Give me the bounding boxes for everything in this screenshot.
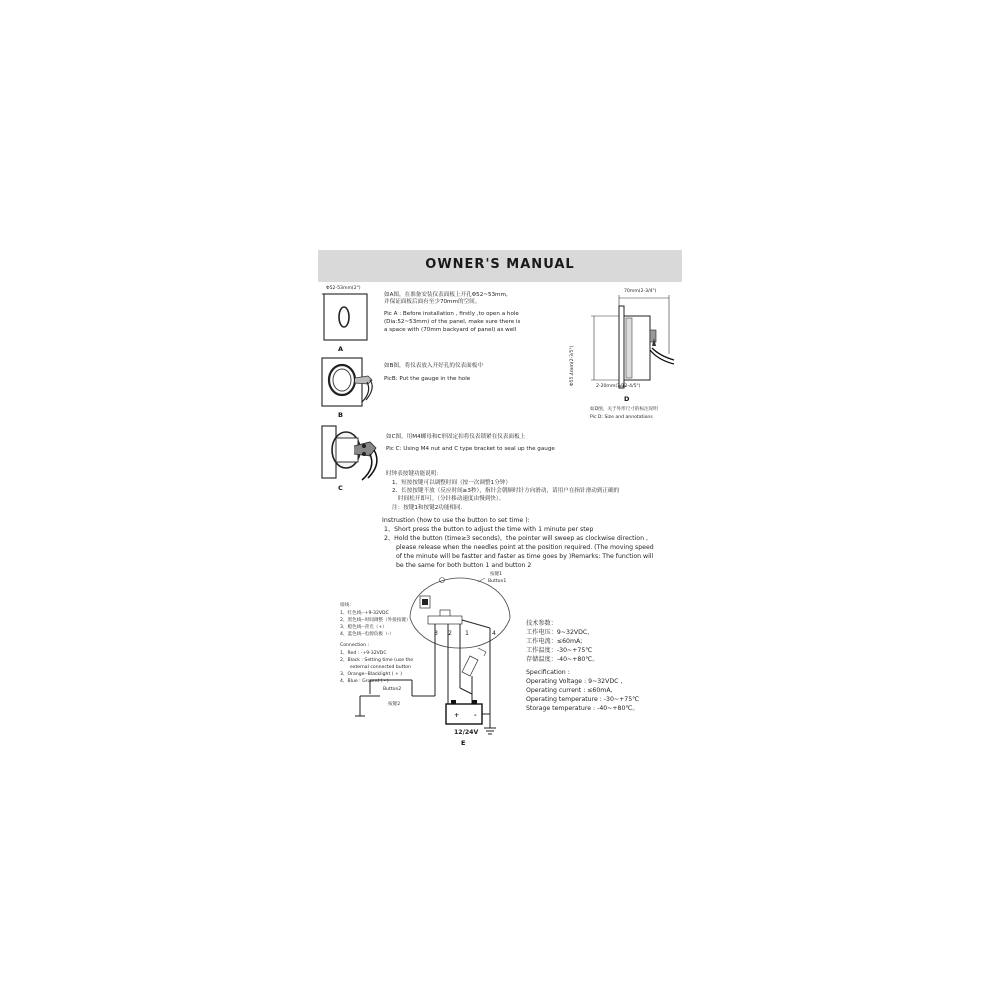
specs-en-3: Operating temperature : -30~+75℃ <box>526 696 640 703</box>
terminal-1: 1 <box>465 630 469 637</box>
specs-en-2: Operating current : ≤60mA, <box>526 687 613 694</box>
buttons-en-item-3: please release when the needles point at the position required. (The moving speed <box>396 544 654 551</box>
terminal-3: 3 <box>434 630 438 637</box>
buttons-en-item-4: of the minute will be fastter and faster as time goes by )Remarks: The function will <box>396 553 654 560</box>
terminal-4: 4 <box>492 630 496 637</box>
wiring-zh-1: 1、红色线--+9-32VDC <box>340 611 389 616</box>
buttons-zh-item-2: 2、长按按键不放（反应时间≥3秒），指针会朝顺时针方向滑动，请用户在指针滑动到正确的 <box>392 488 620 494</box>
pic-a-en-2: (Dia:52~53mm) of the panel, make sure there is <box>384 319 521 325</box>
pic-a-zh-2: 并保证面板后面有至少70mm的空间。 <box>384 299 481 305</box>
pic-c-zh: 如C图，用M4螺母和C形固定扣将仪表锁紧在仪表面板上 <box>386 434 526 440</box>
wiring-zh-4: 4、蓝色线--电源负极（-） <box>340 632 394 637</box>
buttons-zh-item-1: 1、短按按键可以调整时间（按一次调整1分钟） <box>392 480 511 486</box>
pic-c-label: C <box>338 484 343 492</box>
pic-a-en-1: Pic A : Before installation , firstly ,to open a hole <box>384 311 519 317</box>
wiring-en-4: 3、Orange--Blacklight ( + ) <box>340 672 403 677</box>
pic-a-figure <box>322 292 372 344</box>
buttons-en-item-1: 1、Short press the button to adjust the time with 1 minute per step <box>384 526 594 533</box>
button2-en: Button2 <box>383 687 402 692</box>
pic-a-dimension: Φ52-53mm(2") <box>326 286 361 291</box>
specs-zh-3: 工作温度：-30~+75℃ <box>526 647 593 654</box>
pic-a-label: A <box>338 345 344 353</box>
pic-d-en: Pic D: Size and annotations <box>590 415 653 420</box>
pic-d-width-dim: 70mm(2-3/4") <box>624 289 657 294</box>
wiring-en-2: 2、Black : Setting time (use the <box>340 658 414 663</box>
buttons-en-item-5: be the same for both button 1 and button 2 <box>396 562 532 569</box>
battery-minus: - <box>474 712 477 719</box>
pic-d-zh: 如D图，关于外形尺寸的标注说明 <box>590 407 658 412</box>
wiring-zh-3: 3、橙色线--背光（+） <box>340 625 387 630</box>
specs-en-1: Operating Voltage : 9~32VDC , <box>526 678 623 685</box>
terminal-2: 2 <box>448 630 452 637</box>
page-title: OWNER'S MANUAL <box>425 257 575 272</box>
pic-a-en-3: a space with (70mm backyard of panel) as well <box>384 327 517 333</box>
wiring-en-5: 4、Blue : Ground ( - ) <box>340 679 389 684</box>
wiring-en-title: Connection : <box>340 643 370 648</box>
pic-a-zh-1: 如A图，在准备安装仪表面板上开孔Φ52~53mm, <box>384 292 508 298</box>
specs-en-title: Specification : <box>526 669 570 676</box>
specs-zh-2: 工作电流：≤60mA; <box>526 638 583 645</box>
pic-b-zh: 如B图，将仪表放入开好孔的仪表面板中 <box>384 363 483 369</box>
button2-zh: 按键2 <box>388 702 401 707</box>
battery-voltage: 12/24V <box>454 729 479 736</box>
buttons-zh-title: 时钟表按键功能说明： <box>386 471 442 477</box>
pic-e-label: E <box>461 739 466 747</box>
wiring-zh-2: 2、黑色线--时间调整（外接按键） <box>340 618 411 623</box>
buttons-zh-item-3: 时间松开即可。（分针移动速度由慢到快）。 <box>398 496 505 502</box>
buttons-en-title: Instrustion (how to use the button to set time ): <box>382 517 530 524</box>
battery-plus: + <box>454 712 460 719</box>
wiring-en-3: external connected button <box>350 665 412 670</box>
buttons-zh-item-4: 注：按键1和按键2功能相同. <box>392 505 463 511</box>
specs-zh-4: 存储温度：-40~+80℃。 <box>526 656 599 663</box>
wiring-en-1: 1、Red : -+9-32VDC <box>340 651 387 656</box>
pic-d-label: D <box>624 395 630 403</box>
pic-d-height-dim: Φ55.4mm(2-3/5") <box>570 345 575 386</box>
pic-d-figure <box>586 294 676 394</box>
pic-b-en: PicB: Put the gauge in the hole <box>384 376 471 382</box>
button1-zh: 按键1 <box>490 572 503 577</box>
specs-en-4: Storage temperature : -40~+80℃。 <box>526 705 639 712</box>
pic-d-depth-dim: 2-20mm(1/12-4/5") <box>596 384 641 389</box>
button1-en: Button1 <box>488 579 507 584</box>
wiring-zh-title: 接线： <box>340 603 354 608</box>
specs-zh-1: 工作电压：9~32VDC， <box>526 629 594 636</box>
buttons-en-item-2: 2、Hold the button (time≥3 seconds)，the pointer will sweep as clockwise direction , <box>384 535 648 542</box>
pic-c-figure <box>318 424 384 482</box>
specs-zh-title: 技术参数： <box>526 620 557 627</box>
pic-b-label: B <box>338 411 343 419</box>
pic-b-figure <box>320 356 382 410</box>
pic-c-en: Pic C: Using M4 nut and C type bracket to seal up the gauge <box>386 446 555 452</box>
